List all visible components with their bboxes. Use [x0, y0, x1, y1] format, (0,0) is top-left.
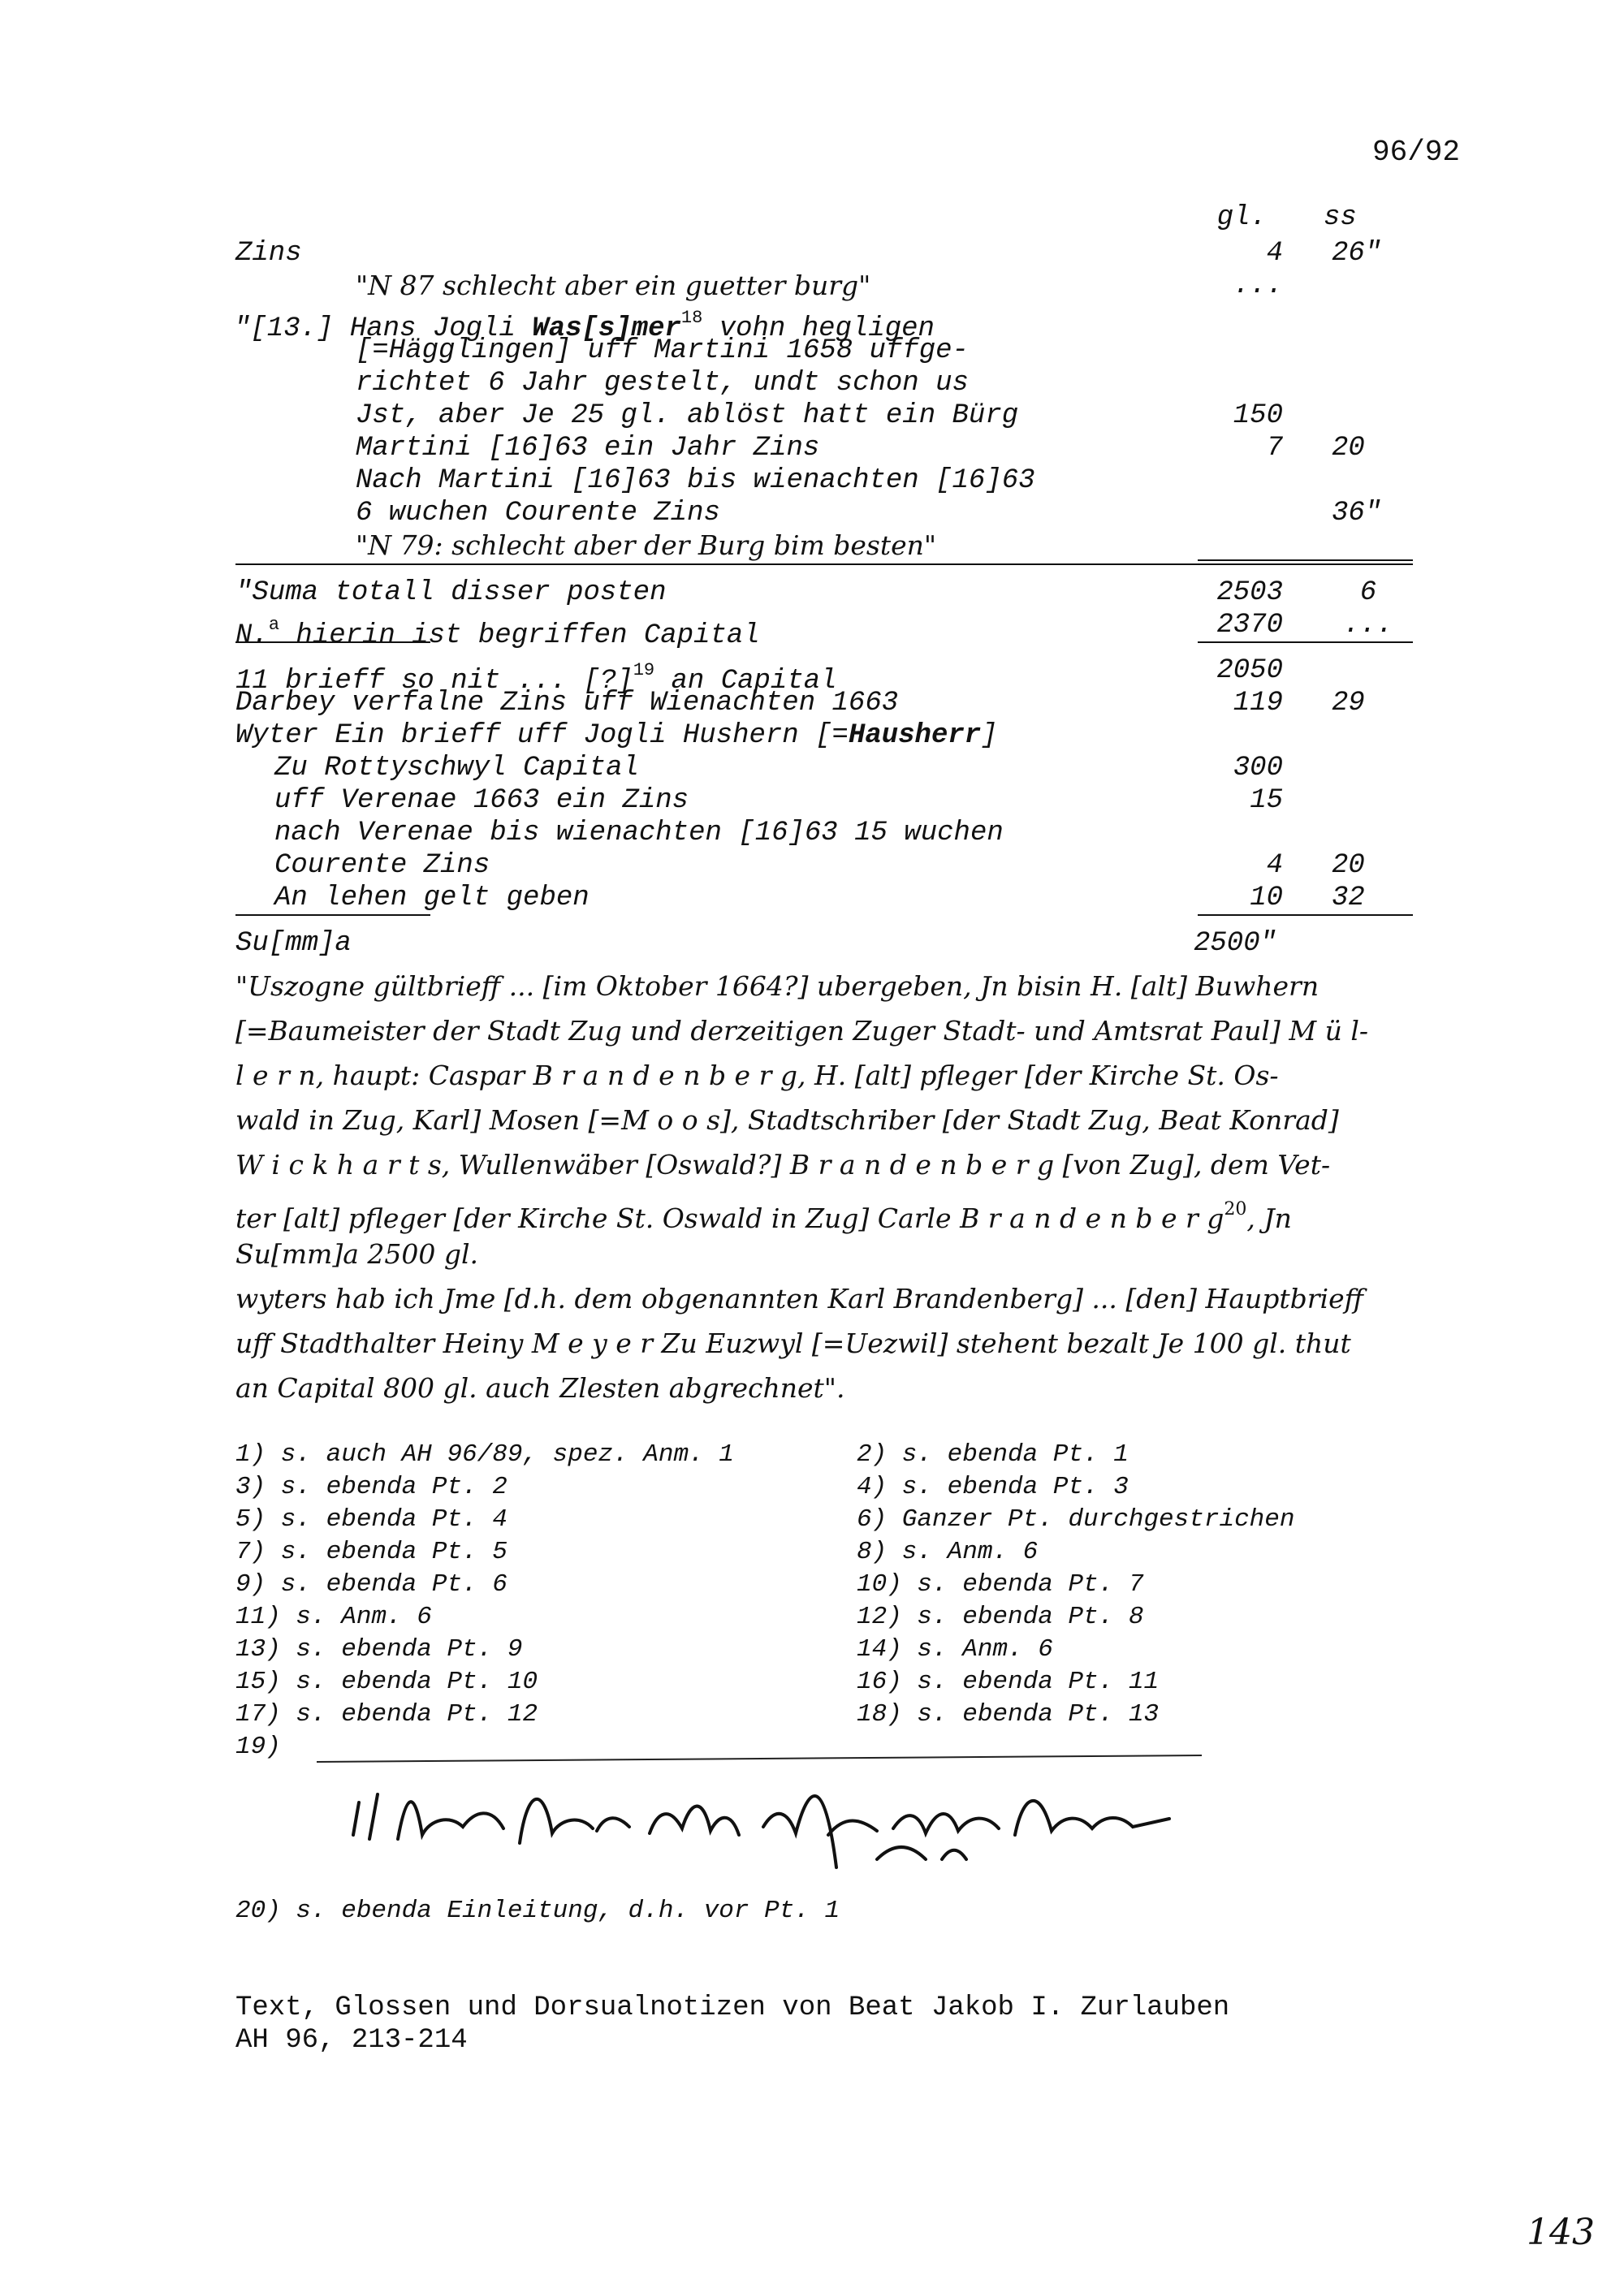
column-header-ss: ss: [1324, 202, 1357, 233]
footnote-15: 15) s. ebenda Pt. 10: [235, 1668, 538, 1696]
footnote-8: 8) s. Anm. 6: [857, 1538, 1039, 1566]
capital-rule: [1198, 641, 1413, 643]
verenae-line: uff Verenae 1663 ein Zins: [274, 785, 689, 816]
entry-13-line-7-ss: 36": [1332, 498, 1382, 529]
footnote-19: 19): [235, 1733, 281, 1761]
column-header-gl: gl.: [1216, 202, 1267, 233]
entry-13-line-3: richtet 6 Jahr gestelt, undt schon us: [356, 368, 969, 399]
verfalne-zins-gl: 119: [1233, 688, 1283, 719]
zins-gl: 4: [1266, 238, 1283, 269]
footnote-10: 10) s. ebenda Pt. 7: [857, 1570, 1144, 1599]
footnote-5: 5) s. ebenda Pt. 4: [235, 1505, 508, 1534]
gueltbrieff-line-10: an Capital 800 gl. auch Zlesten abgrechnet".: [235, 1372, 845, 1404]
footnote-4: 4) s. ebenda Pt. 3: [857, 1473, 1129, 1501]
gueltbrieff-line-7: Su[mm]a 2500 gl.: [235, 1238, 478, 1270]
note-79: "N 79: schlecht aber der Burg bim besten": [356, 529, 937, 561]
footnote-20: 20) s. ebenda Einleitung, d.h. vor Pt. 1: [235, 1897, 840, 1925]
courente-zins-ss: 20: [1332, 850, 1365, 881]
gueltbrieff-line-5: W i c k h a r t s, Wullenwäber [Oswald?] B r a n d e n b e r g [von Zug], dem Vet-: [235, 1149, 1331, 1181]
footnote-2: 2) s. ebenda Pt. 1: [857, 1440, 1129, 1469]
verfalne-zins-line: Darbey verfalne Zins uff Wienachten 1663: [235, 688, 899, 719]
source-line-2: AH 96, 213-214: [235, 2025, 468, 2056]
gueltbrieff-line-8: wyters hab ich Jme [d.h. dem obgenannten Karl Brandenberg] ... [den] Hauptbrieff: [235, 1283, 1363, 1315]
gueltbrieff-line-9: uff Stadthalter Heiny M e y e r Zu Euzwyl [=Uezwil] stehent bezalt Je 100 gl. thut: [235, 1327, 1351, 1359]
footnote-6: 6) Ganzer Pt. durchgestrichen: [857, 1505, 1295, 1534]
lehen-gelt-ss: 32: [1332, 883, 1365, 913]
suma-gl: 2503: [1216, 577, 1283, 608]
page-number: 96/92: [1372, 136, 1461, 169]
verenae-gl: 15: [1250, 785, 1283, 816]
gueltbrieff-line-3: l e r n, haupt: Caspar B r a n d e n b e r g, H. [alt] pfleger [der Kirche St. Os-: [235, 1060, 1279, 1091]
note-87-gl: ...: [1233, 270, 1283, 301]
footnote-17: 17) s. ebenda Pt. 12: [235, 1700, 538, 1729]
entry-13-line-5: Martini [16]63 ein Jahr Zins: [356, 433, 820, 464]
entry-13-line-5-ss: 20: [1332, 433, 1365, 464]
gueltbrieff-line-4: wald in Zug, Karl] Mosen [=M o o s], Stadtschriber [der Stadt Zug, Beat Konrad]: [235, 1104, 1339, 1136]
entry-13-line-2: [=Hägglingen] uff Martini 1658 uffge-: [356, 335, 969, 366]
courente-zins-line: Courente Zins: [274, 850, 490, 881]
lehen-underline: [235, 914, 430, 916]
stamp-number: 143: [1527, 2212, 1595, 2253]
entry-13-line-6: Nach Martini [16]63 bis wienachten [16]63: [356, 465, 1035, 496]
source-line-1: Text, Glossen und Dorsualnotizen von Beat Jakob I. Zurlauben: [235, 1992, 1230, 2023]
gueltbrieff-line-1: "Uszogne gültbrieff ... [im Oktober 1664?] ubergeben, Jn bisin H. [alt] Buwhern: [235, 970, 1320, 1002]
entry-13-line-5-gl: 7: [1266, 433, 1283, 464]
capital-ss: ...: [1343, 610, 1393, 641]
briefs-gl: 2050: [1216, 655, 1283, 686]
footnote-11: 11) s. Anm. 6: [235, 1603, 432, 1631]
footnote-13: 13) s. ebenda Pt. 9: [235, 1635, 523, 1664]
entry-13-gl: 150: [1233, 400, 1283, 431]
suma-ss: 6: [1359, 577, 1377, 608]
sum-rule: [1198, 559, 1413, 561]
footnote-16: 16) s. ebenda Pt. 11: [857, 1668, 1160, 1696]
entry-13-line: "[13.] Hans Jogli Was[s]mer$^{18}$ vohn hegligen: [234, 308, 935, 344]
zins-ss: 26": [1332, 238, 1382, 269]
capital-gl: 2370: [1216, 610, 1283, 641]
capital-underline: [235, 641, 430, 643]
zins-label: Zins: [235, 238, 302, 269]
verfalne-zins-ss: 29: [1332, 688, 1365, 719]
rottyschwyl-gl: 300: [1233, 753, 1283, 784]
entry-13-line-7: 6 wuchen Courente Zins: [356, 498, 720, 529]
footnote-9: 9) s. ebenda Pt. 6: [235, 1570, 508, 1599]
summa-rule: [1198, 914, 1413, 916]
footnote-1: 1) s. auch AH 96/89, spez. Anm. 1: [235, 1440, 734, 1469]
nach-verenae-line: nach Verenae bis wienachten [16]63 15 wuchen: [274, 818, 1004, 848]
gueltbrieff-line-2: [=Baumeister der Stadt Zug und derzeitigen Zuger Stadt- und Amtsrat Paul] M ü l-: [235, 1015, 1369, 1047]
summa-line: Su[mm]a: [235, 928, 352, 959]
rottyschwyl-line: Zu Rottyschwyl Capital: [274, 753, 639, 784]
capital-line: N.$^a$ hierin ist begriffen Capital: [235, 615, 760, 651]
footnote-12: 12) s. ebenda Pt. 8: [857, 1603, 1144, 1631]
divider-rule: [235, 563, 1413, 565]
briefs-line: 11 brieff so nit ... [?]$^{19}$ an Capital: [235, 660, 837, 697]
summa-gl: 2500": [1194, 928, 1277, 959]
entry-13-line-4: Jst, aber Je 25 gl. ablöst hatt ein Bürg: [356, 400, 1019, 431]
footnote-18: 18) s. ebenda Pt. 13: [857, 1700, 1160, 1729]
lehen-gelt-gl: 10: [1250, 883, 1283, 913]
lehen-gelt-line: An lehen gelt geben: [274, 883, 590, 913]
courente-zins-gl: 4: [1266, 850, 1283, 881]
footnote-14: 14) s. Anm. 6: [857, 1635, 1053, 1664]
wyter-brieff-line: Wyter Ein brieff uff Jogli Hushern [=Hausherr]: [235, 720, 998, 751]
footnote-7: 7) s. ebenda Pt. 5: [235, 1538, 508, 1566]
gueltbrieff-line-6: ter [alt] pfleger [der Kirche St. Oswald in Zug] Carle B r a n d e n b e r $g^{20}$, Jn: [235, 1199, 1292, 1234]
footnote-3: 3) s. ebenda Pt. 2: [235, 1473, 508, 1501]
handwriting-facsimile: [309, 1738, 1218, 1876]
suma-totall-line: "Suma totall disser posten: [235, 577, 667, 608]
note-87: "N 87 schlecht aber ein guetter burg": [356, 270, 871, 301]
